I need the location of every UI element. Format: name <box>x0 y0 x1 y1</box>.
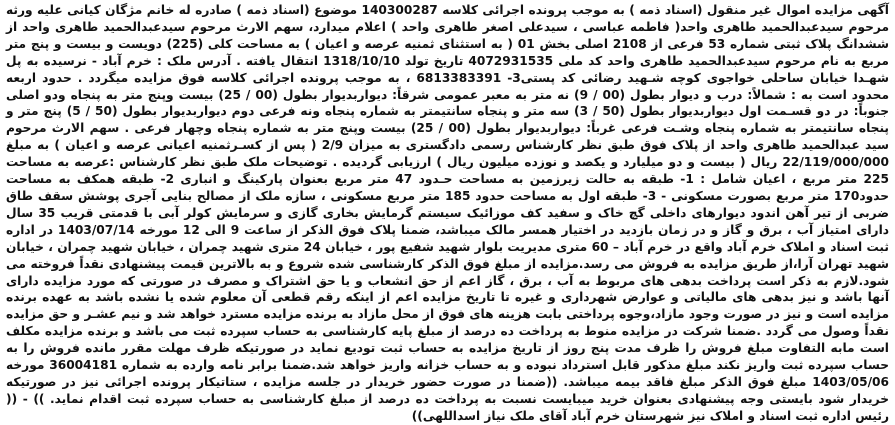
auction-notice-text: آگهی مزایده اموال غیر منقول (اسناد ذمه ) به موجب پرونده اجرائی کلاسه 140300287 موضوع (اسناد ذمه ) صادره له خانم مژگان کیانی علیه ورثه مرحوم سیدعبدالحمید طاهری واحد( فاطمه عباسی ، سیدعلی اصغر طاهری واحد ) اعلام میدارد، سهم الارث مرحوم سیدعبدالحمید طاهری واحد از ششدانگ پلاک ثبتی شماره 53 فرعی از 2108 اصلی بخش 01 ( به استثنای ثمنیه عرصه و اعیان ) به مساحت کلی (225) دویست و بیست و پنج متر مربع به نام مرحوم سیدعبدالحمید طاهری واحد کد ملی 4072931535 تاریخ تولد 1318/10/10 انتقال یافته . آدرس ملک : خرم آباد - نرسیده به پل شهـدا خیابان ساحلی خواجوی کوچه شـهید رضائی کد پستی3- 6813383391 ، به موجب پرونده اجرائی کلاسه فوق مزایده میگردد . حدود اربعه محدود است به : شمالاً: درب و دیوار بطول (00 / 9) نه متر به معبر عمومی شرقاً: دیواربدیوار بطول (00 / 25) بیست وپنج متر به پنجاه ودو اصلی جنوباً: در دو قسـمت اول دیواربدیوار بطول (50 / 3) سه متر و پنجاه سانتیمتر به شماره پنجاه ونه فرعی دوم دیواربدیوار بطول (50 / 5) پنج متر و پنجاه سانتیمتر به شماره پنجاه وشـت فرعی غرباً: دیواربدیوار بطول (00 / 25) بیست وپنج متر به شماره پنجاه وچهار فرعی . سهم الارث مرحوم سید عبدالحمید طاهری واحد از پلاک فوق طبق نظر کارشناس رسمی دادگستری به میزان 2/9 ( پس از کسـرثمنیه اعیانی عرصه و اعیان ) به مبلغ 22/119/000/000 ریال ( بیست و دو میلیارد و یکصد و نوزده میلیون ریال ) ارزیابی گردیده . توضیحات ملک طبق نظر کارشناس :عرصه به مساحت 225 متر مربع ، اعیان شامل : 1- طبقه به حالت زیرزمین به مساحت حـدود 47 متر مربع بعنوان پارکینگ و انباری 2- طبقه همکف به مساحت حدود170 متر مربع بصورت مسکونی - 3- طبقه اول به مساحت حدود 185 متر مربع مسکونی ، سازه ملک از مصالح بنایی آجری پوشش سقف طاق ضربی از تیر آهن اندود دیوارهای داخلی گچ خاک و سفید کف موزائیک سیستم گرمایش بخاری گازی و سرمایش کولر آبی با قدمتی قریب 35 سال دارای امتیاز آب ، برق و گاز و در زمان بازدید در اختیار همسر مالک میباشد، ضمنا پلاک فوق الذکر از ساعت 9 الی 12 مورخه 1403/07/14 در اداره ثبت اسناد و املاک خرم آباد واقع در خرم آباد – 60 متری مدیریت بلوار شهید شفیع پور ، خیابان 24 متری شهید چمران ، خیابان شهید چمران ، خیابان شهید تهران آرا،از طریق مزایده به فروش می رسد.مزایده از مبلغ فوق الذکر کارشناسی شده شروع و به بالاترین قیمت پیشنهادی نقداً فروخته می شود.لازم به ذکر است پرداخت بدهی های مربوط به آب ، برق ، گاز اعم از حق انشعاب و یا حق اشتراک و مصرف در صورتی که مورد مزایده دارای آنها باشد و نیز بدهی های مالیاتی و عوارض شهرداری و غیره تا تاریخ مزایده اعم از اینکه رقم قطعی آن معلوم شده یا نشده باشد به عهده برنده مزایده است و نیز در صورت وجود مازاد،وجوه پرداختی بابت هزینه های فوق از محل مازاد به برنده مزایده مسترد خواهد شد و نیم عشـر و حق مزایده نقداً وصول می گردد .ضمنا شرکت در مزایده منوط به پرداخت ده درصد از مبلغ پایه کارشناسی به حساب سپرده ثبت می باشد و برنده مزایده مکلف است مابه التفاوت مبلغ فروش را ظرف مدت پنج روز از تاریخ مزایده به حساب ثبت تودیع نماید در صورتیکه ظرف مهلت مقرر مانده فروش را به حساب سپرده ثبت واریز نکند مبلغ مذکور قابل استرداد نبوده و به حساب خزانه واریز خواهد شد.ضمنا برابر نامه وارده به شماره 36004181 مورخه 1403/05/06 مبلغ فوق الذکر مبلغ فاقد بیمه میباشد. ((ضمنا در صورت حضور خریدار در جلسه مزایده ، ستاتیکار پرونده اجرائی نیز در صورتیکه خریدار شود بایستی وجه پیشنهادی بعنوان خرید میبایست نسبت به پرداخت ده درصد از مبلغ کارشناسی به حساب سپرده ثبت اقدام نماید. )) - (( رئیس اداره ثبت اسناد و املاک نیز شهرستان خرم آباد آقای ملک نیاز اسداللهی)) <box>6 3 890 423</box>
